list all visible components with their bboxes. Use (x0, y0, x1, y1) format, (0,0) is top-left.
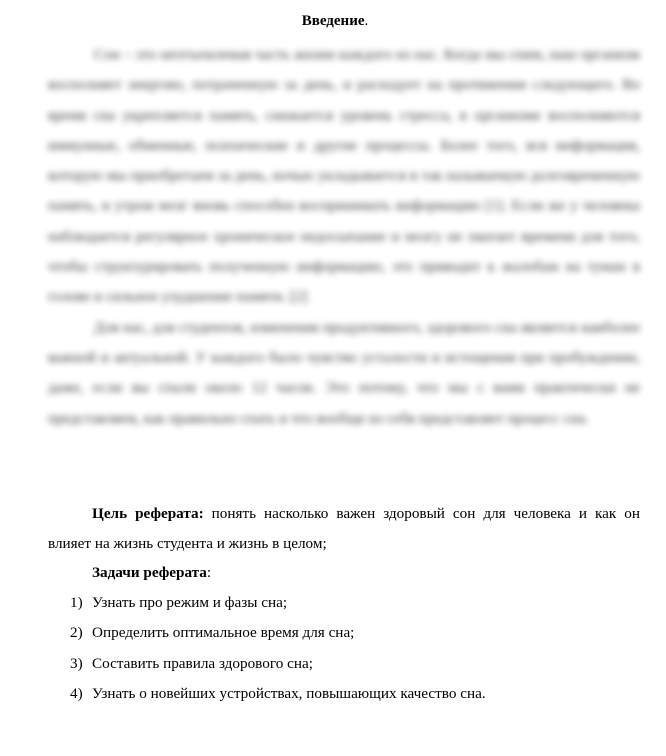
blurred-paragraph: Для нас, для студентов, изменения продуктивного, здорового сна является наиболее важной и актуальной. У каждого было чувство усталости и истощения при пробуждении, даже, если вы спали около 12 часов. Это потому, что мы с вами практически не представляем, как правильно спать и что вообще из себя представляет процесс сна. (48, 318, 640, 427)
list-item-number: 4) (70, 684, 83, 702)
list-item-text: Узнать про режим и фазы сна; (92, 594, 288, 611)
list-item (70, 621, 486, 651)
goal-label: Цель реферата: (92, 505, 204, 522)
list-item (70, 682, 486, 712)
list-item-number: 2) (70, 624, 83, 642)
goal-text: понять насколько важен здоровый сон для человека и как он влияет на жизнь студента и жизнь в целом; (48, 505, 640, 552)
tasks-colon: : (206, 564, 212, 581)
list-item (70, 652, 486, 682)
list-item-text: Узнать о новейших устройствах, повышающих качество сна. (92, 684, 486, 702)
tasks-heading (92, 561, 211, 585)
list-item (70, 591, 486, 621)
title-text: Введение (301, 13, 365, 29)
list-item-number: 3) (70, 654, 83, 672)
page-title (0, 13, 666, 30)
tasks-label: Задачи реферата (92, 564, 207, 581)
tasks-list (70, 591, 486, 712)
title-dot: . (364, 13, 369, 29)
blurred-text-block (48, 40, 640, 434)
goal-paragraph (48, 499, 640, 559)
list-item-text: Определить оптимальное время для сна; (92, 624, 355, 642)
blurred-paragraph: Сон – это неотъемлемая часть жизни каждого из нас. Когда мы спим, наш организм восполняет энергию, потраченную за день, и расходует на протяжении следующего. Во время сна укрепляется память, снижается уровень стресса, в организме восполняются иммунные, обменные, психические и другие процессы. Более того, вся информация, которую мы приобретаем за день, ночью укладывается в так называемую долговременную память, и утром мозг вновь способен воспринимать информацию [1]. Если же у человека наблюдается регулярное хроническое недосыпание и мозгу не хватает времени для того, чтобы структурировать полученную информацию, это приводит к жалобам на туман в голове и сильное ухудшение памяти. [2] (48, 46, 640, 306)
list-item-text: Составить правила здорового сна; (92, 654, 313, 672)
list-item-number: 1) (70, 594, 83, 611)
